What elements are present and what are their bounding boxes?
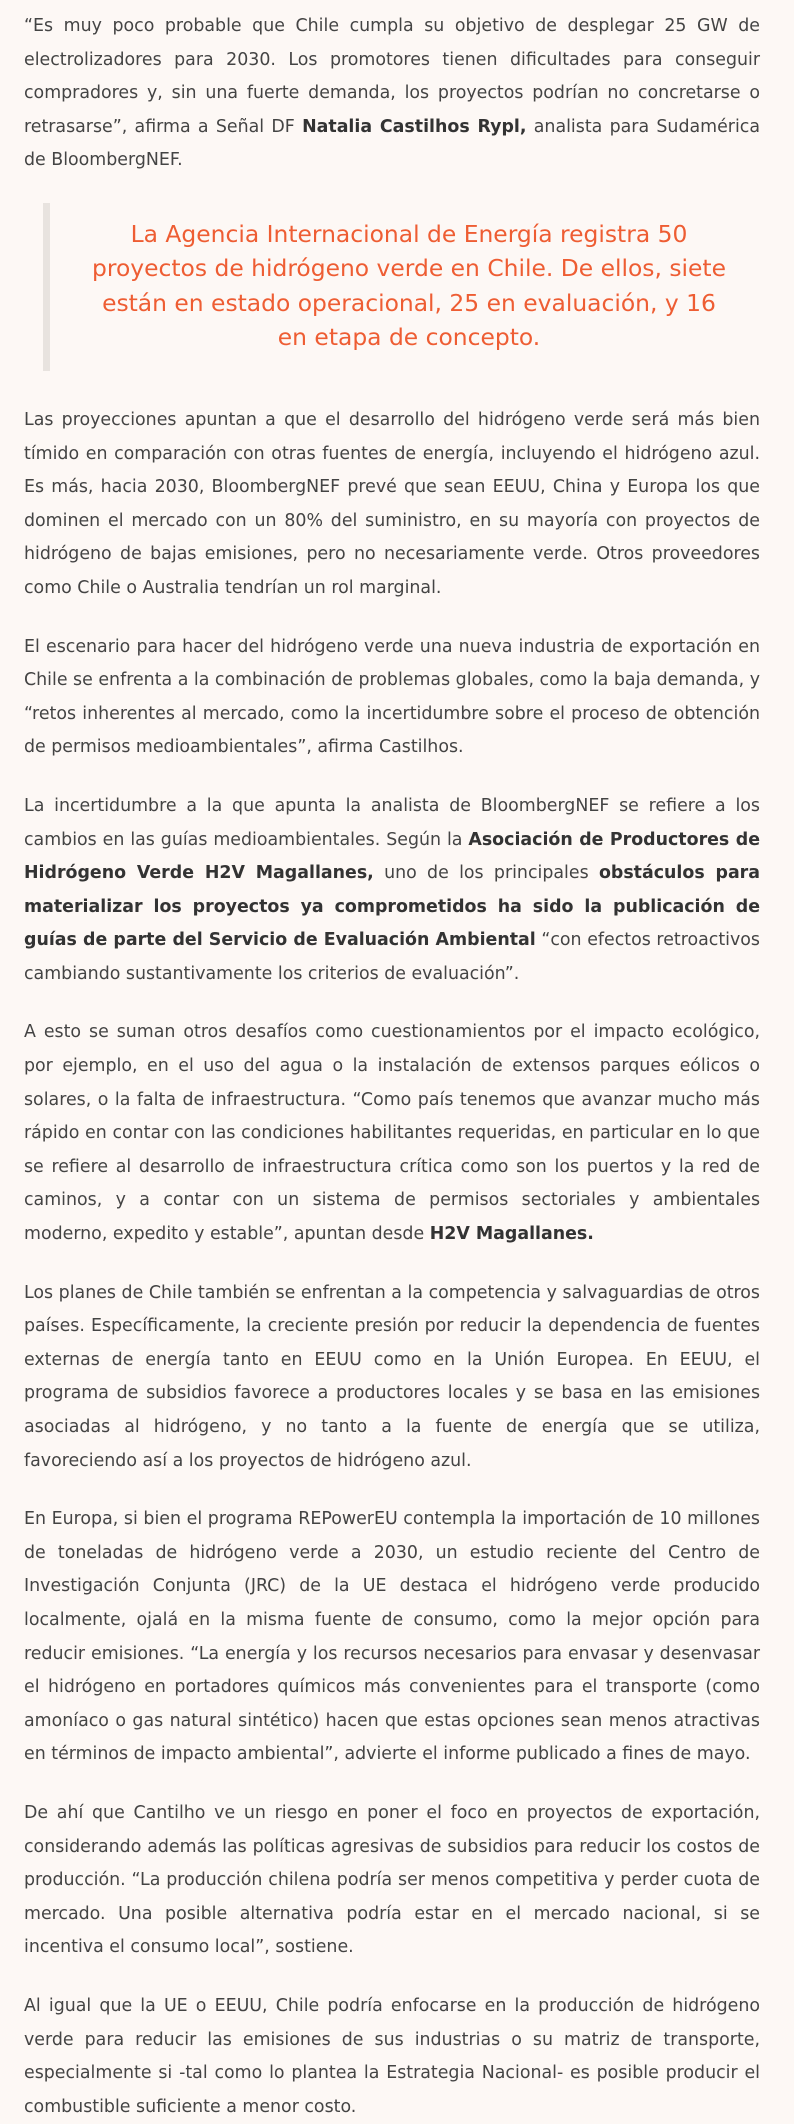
pull-quote: [43, 203, 760, 371]
paragraph-conclusion: Al igual que la UE o EEUU, Chile podría enfocarse en la producción de hidrógeno verde para reducir las emisiones de sus industrias o su matriz de transporte, especialmente si -tal como lo plantea la Estrategia Nacional- es posible producir el combustible suficiente a menor costo.: [24, 1995, 760, 2117]
analyst-name: Natalia Castilhos Rypl,: [302, 116, 527, 137]
source-name: H2V Magallanes.: [429, 1224, 594, 1245]
paragraph-text: La incertidumbre a la que apunta la analista de BloombergNEF se refiere a los cambios en las guías medioambientales. Según la: [24, 795, 760, 850]
paragraph-challenges: [24, 1016, 760, 1251]
paragraph-scenario: El escenario para hacer del hidrógeno verde una nueva industria de exportación en Chile se enfrenta a la combinación de problemas globales, como la baja demanda, y “retos inherentes al mercado, como la incertidumbre sobre el proceso de obtención de permisos medioambientales”, afirma Castilhos.: [24, 636, 760, 758]
paragraph-uncertainty: [24, 790, 760, 992]
paragraph-text: A esto se suman otros desafíos como cuestionamientos por el impacto ecológico, por ejemplo, en el uso del agua o la instalación de extensos parques eólicos o solares, o la falta de infraestructura. “Como país tenemos que avanzar mucho más rápido en contar con las condiciones habilitantes requeridas, en particular en lo que se refiere al desarrollo de infraestructura crítica como son los puertos y la red de caminos, y a contar con un sistema de permisos sectoriales y ambientales moderno, expedito y estable”, apuntan desde: [24, 1022, 760, 1245]
obstacles-highlight: obstáculos para materializar los proyectos ya comprometidos ha sido la publicación de guías de parte del Servicio de Evaluación Ambiental: [24, 863, 760, 951]
paragraph-competition: Los planes de Chile también se enfrentan a la competencia y salvaguardias de otros países. Específicamente, la creciente presión por reducir la dependencia de fuentes externas de energía tanto en EEUU como en la Unión Europea. En EEUU, el programa de subsidios favorece a productores locales y se basa en las emisiones asociadas al hidrógeno, y no tanto a la fuente de energía que se utiliza, favoreciendo así a los proyectos de hidrógeno azul.: [24, 1282, 760, 1471]
pull-quote-text: La Agencia Internacional de Energía registra 50 proyectos de hidrógeno verde en Chile. De ellos, siete están en estado operacional, 25 en evaluación, y 16 en etapa de concepto.: [92, 219, 726, 352]
paragraph-intro: [24, 10, 760, 178]
association-name: Asociación de Productores de Hidrógeno Verde H2V Magallanes,: [24, 829, 760, 884]
paragraph-projections: Las proyecciones apuntan a que el desarrollo del hidrógeno verde será más bien tímido en comparación con otras fuentes de energía, incluyendo el hidrógeno azul. Es más, hacia 2030, BloombergNEF prevé que sean EEUU, China y Europa los que dominen el mercado con un 80% del suministro, en su mayoría con proyectos de hidrógeno de bajas emisiones, pero no necesariamente verde. Otros proveedores como Chile o Australia tendrían un rol marginal.: [24, 409, 760, 598]
article-body: [24, 10, 760, 2124]
paragraph-europe: En Europa, si bien el programa REPowerEU contempla la importación de 10 millones de toneladas de hidrógeno verde a 2030, un estudio reciente del Centro de Investigación Conjunta (JRC) de la UE destaca el hidrógeno verde producido localmente, ojalá en la misma fuente de consumo, como la mejor opción para reducir emisiones. “La energía y los recursos necesarios para envasar y desenvasar el hidrógeno en portadores químicos más convenientes para el transporte (como amoníaco o gas natural sintético) hacen que estas opciones sean menos atractivas en términos de impacto ambiental”, advierte el informe publicado a fines de mayo.: [24, 1509, 760, 1765]
paragraph-text: analista para Sudamérica de BloombergNEF.: [24, 116, 760, 171]
paragraph-text: “Es muy poco probable que Chile cumpla su objetivo de desplegar 25 GW de electrolizadores para 2030. Los promotores tienen dificultades para conseguir compradores y, sin una fuerte demanda, los proyectos podrían no concretarse o retrasarse”, afirma a Señal DF: [24, 16, 760, 137]
paragraph-risk: De ahí que Cantilho ve un riesgo en poner el foco en proyectos de exportación, considerando además las políticas agresivas de subsidios para reducir los costos de producción. “La producción chilena podría ser menos competitiva y perder cuota de mercado. Una posible alternativa podría estar en el mercado nacional, si se incentiva el consumo local”, sostiene.: [24, 1802, 760, 1958]
paragraph-text: “con efectos retroactivos cambiando sustantivamente los criterios de evaluación”.: [24, 930, 760, 984]
paragraph-text: uno de los principales: [373, 863, 599, 884]
